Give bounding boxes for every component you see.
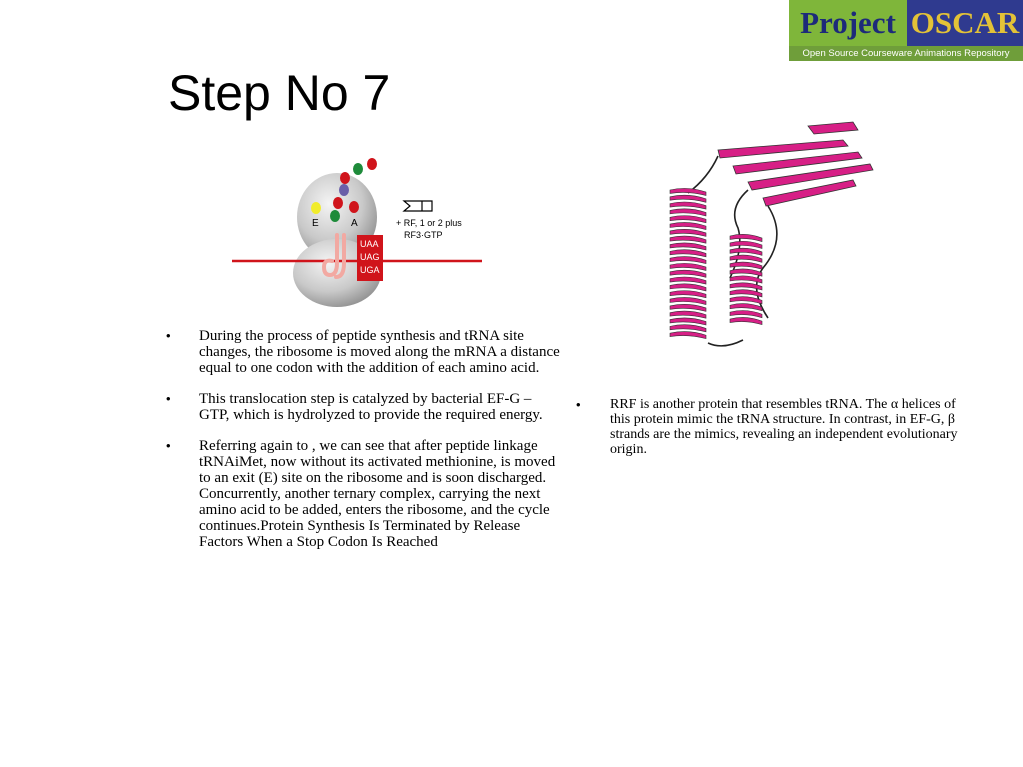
helix-coil (730, 241, 762, 248)
amino-acid-red-4 (367, 158, 377, 170)
bullet-translocation: • This translocation step is catalyzed by bacterial EF-G – GTP, which is hydrolyzed to provide the required energy. (166, 391, 561, 423)
helix-coil (670, 222, 706, 229)
amino-acid-red-1 (333, 197, 343, 209)
site-label-e: E (312, 218, 319, 229)
helix-coil (670, 297, 706, 304)
helix-coil (670, 243, 706, 250)
helix-coil (670, 236, 706, 243)
helix-coil (670, 311, 706, 318)
rrf-protein-structure (648, 118, 878, 350)
helix-coil (670, 188, 706, 195)
bullet-peptide-synthesis: • During the process of peptide synthesis and tRNA site changes, the ribosome is moved along the mRNA a distance equal to one codon with the addition of each amino acid. (166, 328, 561, 376)
helix-coil (730, 276, 762, 283)
helix-coil (670, 332, 706, 339)
helix-coil (670, 263, 706, 270)
helix-coil (670, 325, 706, 332)
rf-label-line1: + RF, 1 or 2 plus (396, 218, 462, 228)
helix-coil (670, 257, 706, 264)
project-oscar-logo (789, 0, 1023, 61)
helix-coil (670, 284, 706, 291)
logo-tagline: Open Source Courseware Animations Repository (789, 46, 1023, 61)
helix-coil (670, 250, 706, 257)
logo-word-oscar: OSCAR (907, 0, 1023, 46)
helix-coil (730, 234, 762, 241)
site-label-a: A (351, 218, 358, 229)
helix-coil (730, 297, 762, 304)
helix-coil (730, 304, 762, 311)
logo-word-project: Project (789, 0, 907, 46)
helix-coil (670, 277, 706, 284)
codon-uga: UGA (360, 265, 380, 275)
helix-coil (670, 318, 706, 325)
amino-acid-yellow (311, 202, 321, 214)
alpha-helix-1 (670, 188, 706, 338)
helix-coil (670, 229, 706, 236)
bullet-exit-site: • Referring again to , we can see that after peptide linkage tRNAiMet, now without its activated methionine, is moved to an exit (E) site on the ribosome and is soon discharged. Concurrently, another ternary complex, carrying the next amino acid to be added, enters the ribosome, and the cycle continues.Protein Synthesis Is Terminated by Release Factors When a Stop Codon Is Reached (166, 438, 561, 550)
logo-wordmark (789, 0, 1023, 46)
helix-coil (670, 291, 706, 298)
release-factor-shape (404, 201, 432, 211)
helix-coil (730, 317, 762, 324)
helix-coil (670, 270, 706, 277)
amino-acid-green-1 (330, 210, 340, 222)
codon-uag: UAG (360, 252, 380, 262)
right-bullet-list (576, 397, 968, 472)
helix-coil (730, 248, 762, 255)
helix-coil (670, 209, 706, 216)
rf-label-line2: RF3·GTP (404, 230, 443, 240)
helix-coil (670, 216, 706, 223)
helix-coil (730, 310, 762, 317)
helix-coil (730, 255, 762, 262)
helix-coil (730, 269, 762, 276)
beta-strands (718, 122, 873, 206)
amino-acid-red-2 (349, 201, 359, 213)
helix-coil (670, 195, 706, 202)
amino-acid-purple (339, 184, 349, 196)
bullet-rrf: • RRF is another protein that resembles tRNA. The α helices of this protein mimic the tRNA structure. In contrast, in EF-G, β strands are the mimics, revealing an independent evolutionary origin. (576, 397, 968, 457)
helix-coil (670, 304, 706, 311)
codon-uaa: UAA (360, 239, 379, 249)
left-bullet-list (166, 328, 561, 565)
amino-acid-red-3 (340, 172, 350, 184)
ribosome-termination-diagram (232, 155, 482, 310)
slide-title: Step No 7 (168, 65, 391, 121)
helix-coil (670, 202, 706, 209)
alpha-helix-2 (730, 234, 762, 324)
amino-acid-green-2 (353, 163, 363, 175)
